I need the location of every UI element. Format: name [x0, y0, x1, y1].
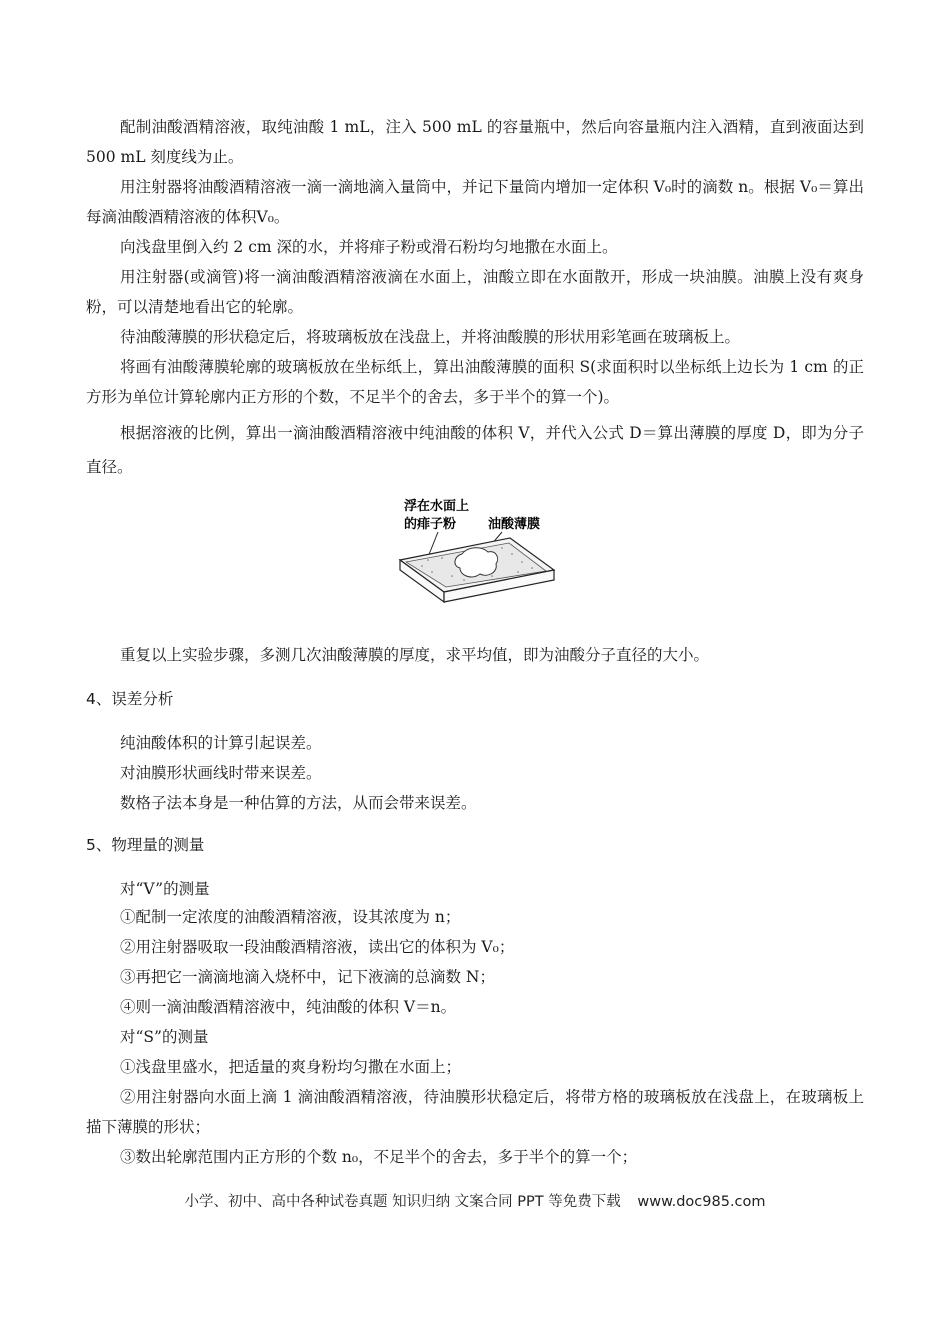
paragraph-diameter: 根据溶液的比例，算出一滴油酸酒精溶液中纯油酸的体积 V，并代入公式 D＝算出薄膜的厚度 D，即为分子直径。 — [86, 424, 864, 476]
label-powder-line1: 浮在水面上 — [404, 499, 470, 514]
error-item-2: 对油膜形状画线时带来误差。 — [120, 764, 322, 782]
v-item-4: ④则一滴油酸酒精溶液中，纯油酸的体积 V＝n。 — [120, 998, 457, 1016]
paragraph-drop-film: 用注射器(或滴管)将一滴油酸酒精溶液滴在水面上，油酸立即在水面散开，形成一块油膜。油膜上没有爽身粉，可以清楚地看出它的轮廓。 — [86, 268, 864, 316]
page-footer — [0, 1190, 950, 1211]
v-item-1: ①配制一定浓度的油酸酒精溶液，设其浓度为 n； — [120, 908, 461, 926]
error-item-3: 数格子法本身是一种估算的方法，从而会带来误差。 — [120, 794, 477, 812]
paragraph-prepare-solution: 配制油酸酒精溶液，取纯油酸 1 mL，注入 500 mL 的容量瓶中，然后向容量瓶内注入酒精，直到液面达到 500 mL 刻度线为止。 — [86, 118, 864, 166]
section5-heading: 5、物理量的测量 — [86, 836, 205, 854]
footer-site-link[interactable]: www.doc985.com — [637, 1194, 766, 1210]
paragraph-drop-volume: 用注射器将油酸酒精溶液一滴一滴地滴入量筒中，并记下量筒内增加一定体积 V₀时的滴数 n。根据 V₀＝算出每滴油酸酒精溶液的体积V₀。 — [86, 178, 864, 226]
paragraph-tray-water: 向浅盘里倒入约 2 cm 深的水，并将痱子粉或滑石粉均匀地撒在水面上。 — [120, 238, 618, 256]
v-item-3: ③再把它一滴滴地滴入烧杯中，记下液滴的总滴数 N； — [120, 968, 495, 986]
v-item-2: ②用注射器吸取一段油酸酒精溶液，读出它的体积为 V₀； — [120, 938, 515, 956]
label-powder-line2: 的痱子粉 — [404, 517, 457, 532]
oil-film-tray-figure — [392, 488, 562, 638]
s-item-2: ②用注射器向水面上滴 1 滴油酸酒精溶液，待油膜形状稳定后，将带方格的玻璃板放在浅盘上，在玻璃板上描下薄膜的形状； — [86, 1088, 864, 1136]
label-oil-film: 油酸薄膜 — [488, 517, 541, 532]
error-item-1: 纯油酸体积的计算引起误差。 — [120, 734, 322, 752]
footer-text: 小学、初中、高中各种试卷真题 知识归纳 文案合同 PPT 等免费下载 — [184, 1194, 621, 1210]
tray-illustration — [392, 488, 562, 638]
s-item-3: ③数出轮廓范围内正方形的个数 n₀，不足半个的舍去，多于半个的算一个； — [120, 1148, 638, 1166]
paragraph-repeat: 重复以上实验步骤，多测几次油酸薄膜的厚度，求平均值，即为油酸分子直径的大小。 — [120, 646, 710, 664]
v-measure-title: 对“V”的测量 — [120, 880, 210, 898]
paragraph-trace-shape: 待油酸薄膜的形状稳定后，将玻璃板放在浅盘上，并将油酸膜的形状用彩笔画在玻璃板上。 — [120, 328, 741, 346]
s-measure-title: 对“S”的测量 — [120, 1028, 209, 1046]
s-item-1: ①浅盘里盛水，把适量的爽身粉均匀撒在水面上； — [120, 1058, 462, 1076]
section4-heading: 4、误差分析 — [86, 690, 174, 708]
paragraph-area: 将画有油酸薄膜轮廓的玻璃板放在坐标纸上，算出油酸薄膜的面积 S(求面积时以坐标纸上边长为 1 cm 的正方形为单位计算轮廓内正方形的个数，不足半个的舍去，多于半个的算一个)。 — [86, 358, 864, 406]
